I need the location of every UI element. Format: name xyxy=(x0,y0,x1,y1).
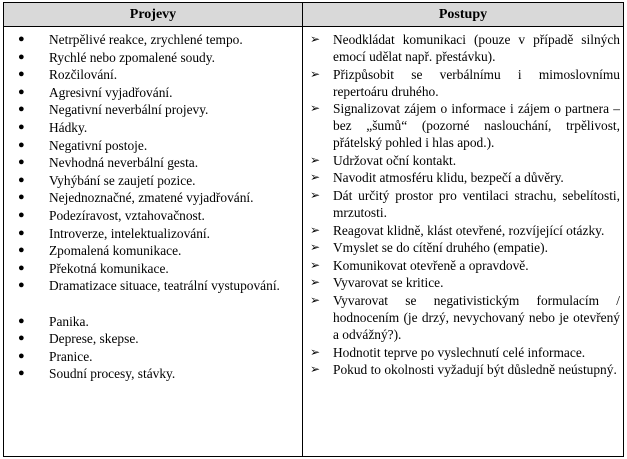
projevy-item xyxy=(18,172,300,190)
postupy-item-text: Vmyslet se do cítění druhého (empatie). xyxy=(333,240,548,256)
projevy-item xyxy=(18,277,300,312)
projevy-item xyxy=(18,260,300,278)
bullet-icon: ● xyxy=(18,367,25,380)
projevy-item xyxy=(18,49,300,67)
bullet-icon: ● xyxy=(18,68,25,81)
projevy-item-text: Netrpělivé reakce, zrychlené tempo. xyxy=(49,32,243,47)
projevy-item-text: Pranice. xyxy=(49,348,93,364)
bullet-icon: ● xyxy=(18,208,25,221)
postupy-item xyxy=(308,222,620,239)
postupy-item-text: Vyvarovat se kritice. xyxy=(333,275,444,291)
projevy-item xyxy=(18,330,300,348)
projevy-item-text: Deprese, skepse. xyxy=(49,331,139,347)
bullet-icon: ● xyxy=(18,138,25,151)
bullet-icon: ● xyxy=(18,120,25,133)
bullet-icon: ● xyxy=(18,50,25,63)
postupy-item xyxy=(308,344,620,361)
postupy-item xyxy=(308,100,620,151)
projevy-item xyxy=(18,313,300,331)
postupy-item xyxy=(308,239,620,256)
projevy-item-text: Introverze, intelektualizování. xyxy=(49,225,210,241)
bullet-icon: ● xyxy=(18,279,25,292)
arrow-bullet-icon: ➢ xyxy=(310,292,321,307)
projevy-item xyxy=(18,84,300,102)
projevy-item-text: Překotná komunikace. xyxy=(49,260,169,276)
arrow-bullet-icon: ➢ xyxy=(310,152,321,167)
bullet-icon: ● xyxy=(18,349,25,362)
postupy-item-text: Dát určitý prostor pro ventilaci strachu, sebelítosti, mrzutosti. xyxy=(333,187,620,220)
header-projevy: Projevy xyxy=(4,3,303,27)
projevy-item-text: Vyhýbání se zaujetí pozice. xyxy=(49,172,196,188)
arrow-bullet-icon: ➢ xyxy=(310,222,321,237)
postupy-item xyxy=(308,274,620,291)
column-divider xyxy=(302,27,303,456)
postupy-item xyxy=(308,187,620,221)
projevy-item xyxy=(18,242,300,260)
projevy-item-text: Hádky. xyxy=(49,119,88,135)
bullet-icon: ● xyxy=(18,261,25,274)
postupy-item-text: Reagovat klidně, klást otevřené, rozvíjející otázky. xyxy=(333,222,605,238)
postupy-list xyxy=(308,31,620,379)
projevy-item-text: Negativní neverbální projevy. xyxy=(49,102,209,118)
projevy-item-text: Nevhodná neverbální gesta. xyxy=(49,155,199,171)
projevy-item xyxy=(18,154,300,172)
arrow-bullet-icon: ➢ xyxy=(310,275,321,290)
projevy-item-text: Dramatizace situace, teatrální vystupování. xyxy=(49,278,280,294)
postupy-item-text: Neodkládat komunikaci (pouze v případě silných emocí udělat např. přestávku). xyxy=(333,32,620,64)
arrow-bullet-icon: ➢ xyxy=(310,344,321,359)
arrow-bullet-icon: ➢ xyxy=(310,362,321,377)
projevy-item-text: Podezíravost, vztahovačnost. xyxy=(49,207,205,223)
projevy-item-text: Soudní procesy, stávky. xyxy=(49,366,176,382)
projevy-item xyxy=(18,189,300,207)
bullet-icon: ● xyxy=(18,103,25,116)
postupy-item-text: Udržovat oční kontakt. xyxy=(333,152,457,168)
projevy-item xyxy=(18,137,300,155)
arrow-bullet-icon: ➢ xyxy=(310,257,321,272)
postupy-item xyxy=(308,257,620,274)
projevy-item xyxy=(18,365,300,383)
projevy-item-text: Agresivní vyjadřování. xyxy=(49,84,173,100)
header-postupy: Postupy xyxy=(303,3,623,27)
arrow-bullet-icon: ➢ xyxy=(310,187,321,202)
projevy-item xyxy=(18,66,300,84)
bullet-icon: ● xyxy=(18,85,25,98)
bullet-icon: ● xyxy=(18,226,25,239)
arrow-bullet-icon: ➢ xyxy=(310,32,321,46)
projevy-list xyxy=(18,31,300,383)
projevy-item xyxy=(18,225,300,243)
projevy-item xyxy=(18,101,300,119)
postupy-item xyxy=(308,152,620,169)
bullet-icon: ● xyxy=(18,314,25,327)
postupy-item xyxy=(308,31,620,65)
projevy-item-text: Nejednoznačné, zmatené vyjadřování. xyxy=(49,190,254,206)
arrow-bullet-icon: ➢ xyxy=(310,170,321,185)
postupy-item-text: Přizpůsobit se verbálnímu i mimoslovnímu repertoáru druhého. xyxy=(333,66,620,99)
postupy-item xyxy=(308,169,620,186)
projevy-item xyxy=(18,348,300,366)
projevy-item-text: Panika. xyxy=(49,313,89,329)
projevy-item-text: Zpomalená komunikace. xyxy=(49,243,182,259)
bullet-icon: ● xyxy=(18,33,25,45)
postupy-item xyxy=(308,292,620,343)
bullet-icon: ● xyxy=(18,191,25,204)
projevy-item-text: Negativní postoje. xyxy=(49,137,148,153)
postupy-item xyxy=(308,66,620,100)
projevy-item-text: Rozčilování. xyxy=(49,67,118,83)
projevy-item xyxy=(18,31,300,49)
postupy-item-text: Hodnotit teprve po vyslechnutí celé informace. xyxy=(333,344,586,360)
projevy-item xyxy=(18,207,300,225)
arrow-bullet-icon: ➢ xyxy=(310,240,321,255)
projevy-item xyxy=(18,119,300,137)
bullet-icon: ● xyxy=(18,244,25,257)
arrow-bullet-icon: ➢ xyxy=(310,66,321,81)
postupy-item xyxy=(308,361,620,378)
postupy-item-text: Pokud to okolnosti vyžadují být důsledně neústupný. xyxy=(333,362,617,378)
postupy-item-text: Komunikovat otevřeně a opravdově. xyxy=(333,257,529,273)
bullet-icon: ● xyxy=(18,173,25,186)
bullet-icon: ● xyxy=(18,332,25,345)
comparison-table xyxy=(3,2,624,457)
projevy-item-text: Rychlé nebo zpomalené soudy. xyxy=(49,49,215,65)
bullet-icon: ● xyxy=(18,156,25,169)
arrow-bullet-icon: ➢ xyxy=(310,101,321,116)
postupy-item-text: Navodit atmosféru klidu, bezpečí a důvěry. xyxy=(333,170,564,186)
postupy-item-text: Signalizovat zájem o informace i zájem o partnera – bez „šumů“ (pozorné naslouchání, trpělivost, přátelský pohled i hlas apod.). xyxy=(333,101,620,151)
postupy-item-text: Vyvarovat se negativistickým formulacím / hodnocením (je drzý, nevychovaný nebo je otevřený a odvážný?). xyxy=(333,292,620,342)
